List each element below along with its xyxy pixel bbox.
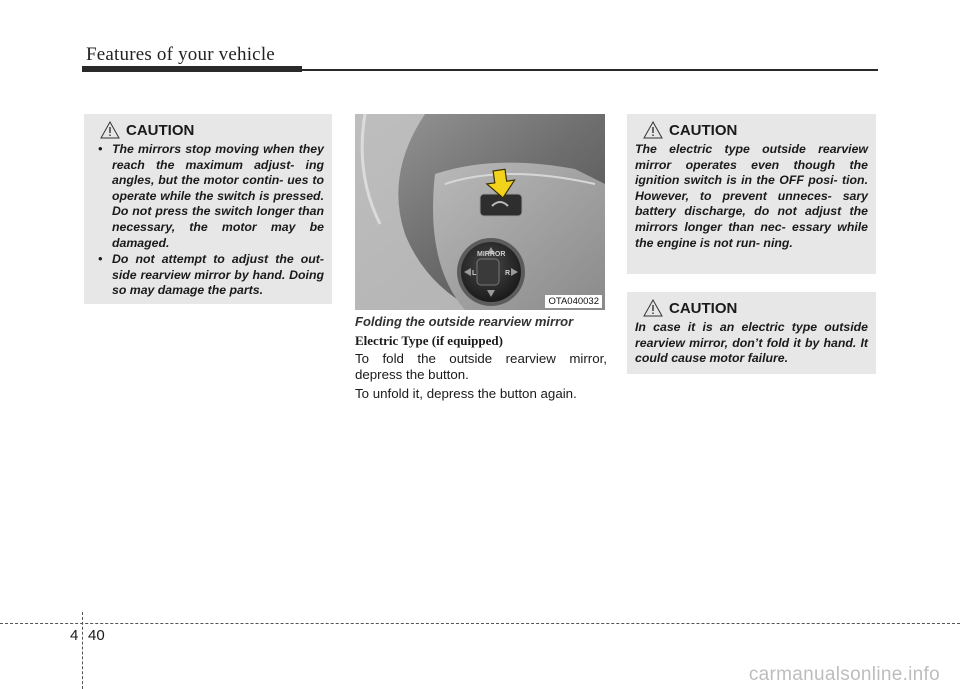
figure-caption: Folding the outside rearview mirror xyxy=(355,314,574,329)
instruction-unfold: To unfold it, depress the button again. xyxy=(355,386,577,401)
footer-rule xyxy=(0,623,960,624)
switch-label-mirror: MIRROR xyxy=(477,251,506,258)
header-rule-thin xyxy=(302,69,878,71)
caution-title: CAUTION xyxy=(669,121,738,139)
section-subhead: Electric Type (if equipped) xyxy=(355,333,503,348)
caution-text: In case it is an electric type outside rearview mirror, don’t fold it by hand. It could cause motor failure. xyxy=(635,320,868,366)
switch-label-left: L xyxy=(472,270,477,277)
warning-triangle-icon xyxy=(100,121,120,139)
header-rule-thick xyxy=(82,66,302,72)
caution-title: CAUTION xyxy=(669,299,738,317)
caution-text: The electric type outside rearview mirror operates even though the ignition switch is in the OFF posi- tion. However, to prevent unneces- sary battery discharge, do not adjust the mirrors longer than nec- essary while the engine is not run- ning. xyxy=(635,142,868,250)
chapter-number: 4 xyxy=(70,627,79,644)
caution-item: • Do not attempt to adjust the out- side rearview mirror by hand. Doing so may damage the parts. xyxy=(92,252,324,299)
warning-triangle-icon xyxy=(643,121,663,139)
footer-divider xyxy=(82,612,83,689)
figure-code: OTA040032 xyxy=(545,295,602,308)
mirror-switch-photo xyxy=(355,114,605,310)
caution-header xyxy=(635,299,868,317)
caution-list xyxy=(92,142,324,299)
caution-header xyxy=(92,121,324,139)
caution-box-fold-by-hand xyxy=(627,292,876,374)
warning-triangle-icon xyxy=(643,299,663,317)
caution-box-battery xyxy=(627,114,876,274)
caution-title: CAUTION xyxy=(126,121,195,139)
instruction-fold: To fold the outside rearview mirror, depress the button. xyxy=(355,351,607,382)
page-header-title: Features of your vehicle xyxy=(86,44,275,65)
switch-label-right: R xyxy=(505,270,511,277)
mirror-switch-illustration xyxy=(355,114,605,310)
watermark: carmanualsonline.info xyxy=(748,664,940,685)
caution-header xyxy=(635,121,868,139)
caution-box-mirrors xyxy=(84,114,332,304)
page-number: 40 xyxy=(88,627,105,644)
caution-item: • The mirrors stop moving when they reach the maximum adjust- ing angles, but the motor contin- ues to operate while the switch is pressed. Do not press the switch longer than necessary, the motor may be damaged. xyxy=(92,142,324,251)
